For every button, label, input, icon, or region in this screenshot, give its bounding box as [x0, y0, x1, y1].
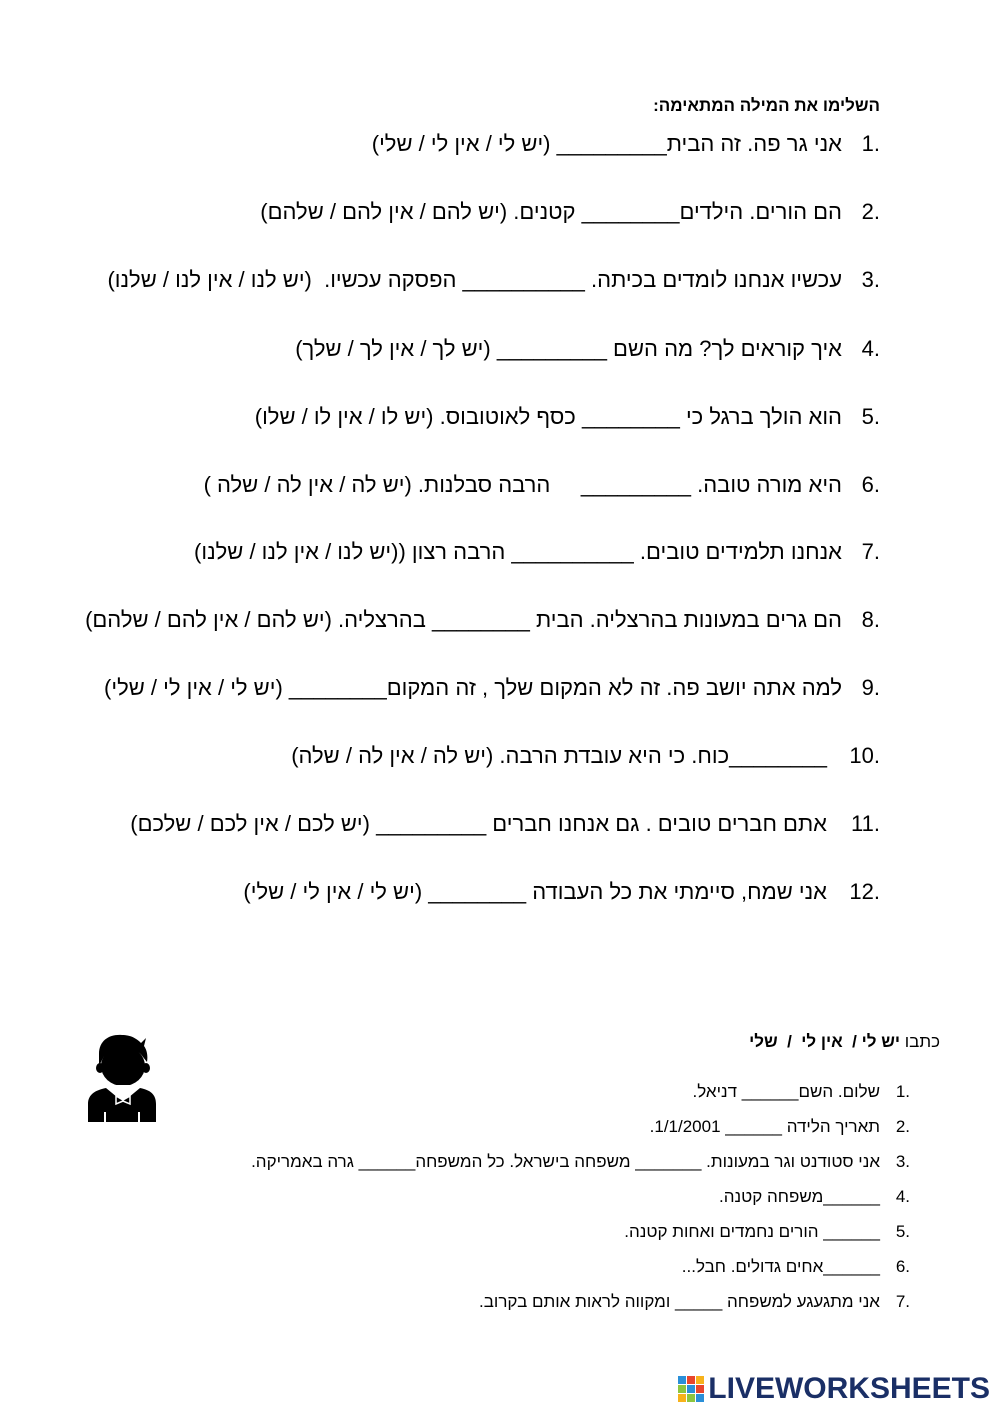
item-number: 5. [861, 404, 880, 429]
boy-avatar-icon [86, 1030, 158, 1122]
exercise-2-title-options: יש לי / אין לי / שלי [749, 1032, 901, 1051]
item-text: אני מתגעגע למשפחה _____ ומקווה לראות אותם בקרוב. [479, 1292, 880, 1311]
item-number: 10. [849, 743, 880, 768]
exercise-2-item [693, 1082, 911, 1102]
item-number: 5. [895, 1222, 910, 1241]
exercise-2-item [719, 1187, 910, 1207]
item-text: ________כוח. כי היא עובדת הרבה. (יש לה / אין לה / שלה) [291, 743, 827, 768]
liveworksheets-logo-icon [678, 1376, 704, 1402]
item-number: 4. [895, 1187, 910, 1206]
item-text: תאריך הלידה ______ 1/1/2001. [649, 1117, 880, 1136]
item-text: היא מורה טובה. _________ הרבה סבלנות. (יש לה / אין לה / שלה ) [203, 472, 842, 497]
exercise-1-item [194, 539, 880, 565]
exercise-1-item [104, 675, 880, 701]
liveworksheets-logo [678, 1372, 990, 1406]
item-number: 1. [895, 1082, 910, 1101]
item-text: הוא הולך ברגל כי ________ כסף לאוטובוס. (יש לו / אין לו / שלו) [254, 404, 842, 429]
liveworksheets-logo-text: LIVEWORKSHEETS [708, 1372, 990, 1405]
exercise-2-item [251, 1152, 910, 1172]
item-text: אתם חברים טובים . גם אנחנו חברים _________ (יש לכם / אין לכם / שלכם) [130, 811, 827, 836]
item-text: איך קוראים לך? מה השם _________ (יש לך / אין לך / שלך) [295, 336, 842, 361]
exercise-1-item [130, 811, 880, 837]
item-number: 6. [895, 1257, 910, 1276]
item-text: למה אתה יושב פה. זה לא המקום שלך , זה המקום________ (יש לי / אין לי / שלי) [104, 675, 842, 700]
exercise-2-item [682, 1257, 910, 1277]
exercise-1-item [291, 743, 880, 769]
item-text: אני שמח, סיימתי את כל העבודה ________ (יש לי / אין לי / שלי) [243, 879, 827, 904]
exercise-2-item [624, 1222, 910, 1242]
exercise-1-item [107, 267, 880, 293]
item-text: עכשיו אנחנו לומדים בכיתה. __________ הפסקה עכשיו. (יש לנו / אין לנו / שלנו) [107, 267, 842, 292]
item-text: הם גרים במעונות בהרצליה. הבית ________ בהרצליה. (יש להם / אין להם / שלהם) [85, 607, 842, 632]
exercise-2-title [749, 1032, 940, 1052]
item-number: 6. [861, 472, 880, 497]
exercise-1-title: השלימו את המילה המתאימה: [653, 96, 880, 115]
exercise-1-item [260, 199, 880, 225]
exercise-1-item [295, 336, 880, 362]
item-number: 3. [861, 267, 880, 292]
item-number: 7. [861, 539, 880, 564]
exercise-2-title-prefix: כתבו [900, 1032, 940, 1051]
item-text: אני גר פה. זה הבית_________ (יש לי / אין לי / שלי) [371, 131, 842, 156]
item-number: 8. [861, 607, 880, 632]
item-text: הם הורים. הילדים________ קטנים. (יש להם / אין להם / שלהם) [260, 199, 842, 224]
exercise-1-item [85, 607, 880, 633]
item-text: שלום. השם______ דניאל. [692, 1082, 880, 1101]
item-text: אנחנו תלמידים טובים. __________ הרבה רצון ((יש לנו / אין לנו / שלנו) [194, 539, 842, 564]
exercise-1-item [372, 131, 880, 157]
item-number: 3. [895, 1152, 910, 1171]
item-number: 11. [851, 811, 880, 836]
item-number: 2. [861, 199, 880, 224]
exercise-1-item [243, 879, 880, 905]
exercise-2-item [479, 1292, 910, 1312]
item-number: 9. [861, 675, 880, 700]
item-number: 7. [895, 1292, 910, 1311]
exercise-1-item [204, 472, 880, 498]
item-number: 12. [849, 879, 880, 904]
exercise-1-item [255, 404, 880, 430]
item-text: ______ הורים נחמדים ואחות קטנה. [624, 1222, 880, 1241]
item-number: 4. [861, 336, 880, 361]
item-number: 2. [895, 1117, 910, 1136]
item-text: אני סטודנט וגר במעונות. _______ משפחה בישראל. כל המשפחה______ גרה באמריקה. [251, 1152, 880, 1171]
item-number: 1. [861, 131, 880, 156]
exercise-2-item [650, 1117, 910, 1137]
item-text: ______אחים גדולים. חבל... [681, 1257, 880, 1276]
item-text: ______משפחה קטנה. [719, 1187, 880, 1206]
